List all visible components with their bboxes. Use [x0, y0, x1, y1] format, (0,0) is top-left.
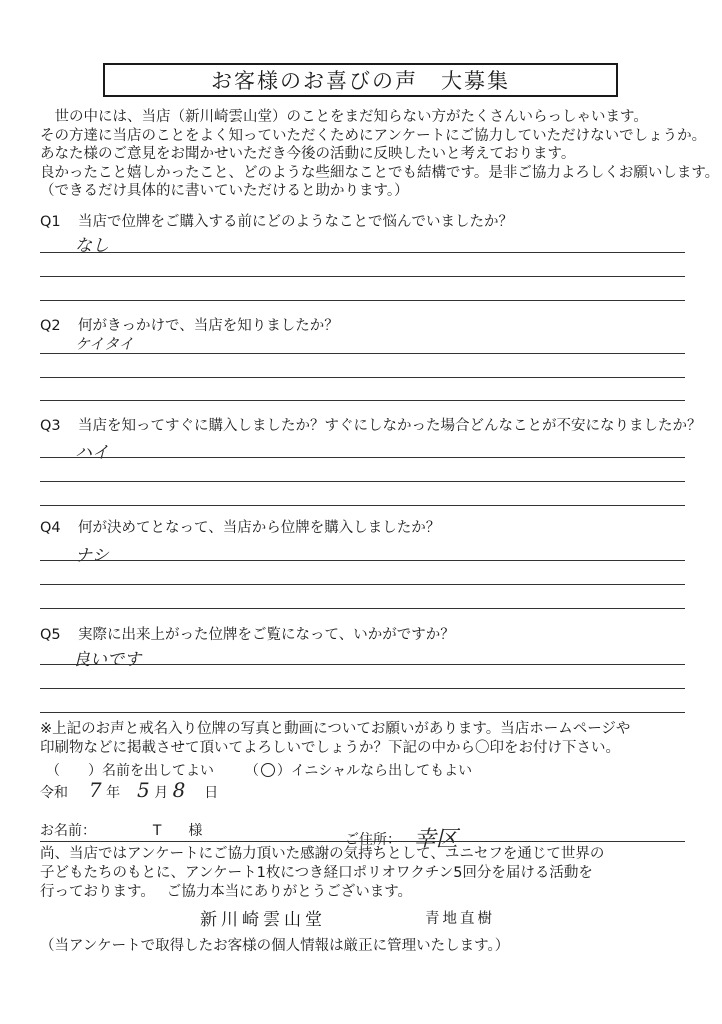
intro-line: 世の中には、当店（新川崎雲山堂）のことをまだ知らない方がたくさんいらっしゃいます。 — [40, 109, 648, 125]
name-value[interactable]: T — [152, 823, 162, 839]
shop-name: 新川崎雲山堂 — [200, 910, 326, 930]
intro-line: 良かったこと嬉しかったこと、どのような些細なことでも結構です。是非ご協力よろしくお願いします。 — [40, 164, 720, 181]
answer-3[interactable]: ハイ — [75, 443, 109, 463]
answer-line — [40, 300, 685, 301]
date-month-unit: 月 — [154, 785, 169, 801]
answer-line — [40, 608, 685, 609]
date-year[interactable]: 7 — [88, 778, 102, 802]
signature-line — [40, 841, 685, 842]
question-number: Q3 — [40, 418, 61, 434]
question-text: 実際に出来上がった位牌をご覧になって、いかがですか？ — [78, 627, 455, 643]
answer-line — [40, 400, 685, 401]
question-text: 当店を知ってすぐに購入しましたか？すぐにしなかった場合どんなことが不安になりましたか？ — [78, 418, 702, 434]
answer-line — [40, 688, 685, 689]
notice-line: ※上記のお声と戒名入り位牌の写真と動画についてお願いがあります。当店ホームページや — [40, 721, 631, 737]
question-number: Q1 — [40, 214, 61, 230]
answer-line — [40, 457, 685, 458]
answer-line — [40, 252, 685, 253]
closing-line: 尚、当店ではアンケートにご協力頂いた感謝の気持ちとして、ユニセフを通じて世界の — [40, 846, 605, 862]
answer-1[interactable]: なし — [75, 236, 109, 256]
question-1 — [40, 210, 513, 231]
answer-line — [40, 664, 685, 665]
closing-text — [40, 845, 715, 902]
owner-name: 青地直樹 — [425, 911, 495, 927]
circle-mark-icon[interactable] — [261, 763, 275, 777]
answer-line — [40, 276, 685, 277]
name-label: お名前： — [40, 823, 96, 839]
answer-line — [40, 377, 685, 378]
publication-notice — [40, 720, 715, 758]
form-title: お客様のお喜びの声 大募集 — [103, 63, 618, 97]
question-text: 当店で位牌をご購入する前にどのようなことで悩んでいましたか？ — [78, 214, 513, 230]
address-value[interactable]: 幸区 — [413, 827, 458, 852]
question-4 — [40, 516, 440, 537]
name-suffix: 様 — [188, 823, 203, 839]
answer-line — [40, 353, 685, 354]
question-number: Q4 — [40, 520, 61, 536]
closing-line: 子どもたちのもとに、アンケート1枚につき経口ポリオワクチン5回分を届ける活動を — [40, 865, 593, 881]
question-text: 何が決めてとなって、当店から位牌を購入しましたか？ — [78, 520, 441, 536]
date-year-unit: 年 — [106, 785, 121, 801]
question-text: 何がきっかけで、当店を知りましたか？ — [78, 318, 339, 334]
privacy-note: （当アンケートで取得したお客様の個人情報は厳正に管理いたします。） — [40, 938, 510, 954]
answer-4[interactable]: ナシ — [75, 546, 109, 566]
intro-line: その方達に当店のことをよく知っていただくためにアンケートにご協力していただけないでしょうか。 — [40, 127, 707, 144]
choice-initial-close: ）イニシャルなら出してもよい — [276, 763, 473, 779]
intro-line: （できるだけ具体的に書いていただけると助かります。） — [40, 183, 409, 199]
answer-line — [40, 712, 685, 713]
question-5 — [40, 623, 455, 644]
intro-line: あなた様のご意見をお聞かせいただき今後の活動に反映したいと考えております。 — [40, 146, 576, 162]
answer-line — [40, 560, 685, 561]
answer-2[interactable]: ケイタイ — [75, 335, 134, 353]
question-number: Q5 — [40, 627, 61, 643]
answer-5[interactable]: 良いです — [73, 650, 141, 670]
name-row — [40, 820, 202, 840]
address-label: ご住所： — [345, 832, 401, 848]
date-day-unit: 日 — [204, 785, 219, 801]
notice-line: 印刷物などに掲載させて頂いてよろしいでしょうか？下記の中から〇印をお付け下さい。 — [40, 740, 620, 756]
date-row — [40, 778, 218, 802]
date-era: 令和 — [40, 785, 68, 801]
answer-line — [40, 481, 685, 482]
consent-choices — [46, 760, 472, 780]
answer-line — [40, 584, 685, 585]
date-day[interactable]: 8 — [172, 778, 186, 802]
answer-line — [40, 505, 685, 506]
closing-line: 行っております。 ご協力本当にありがとうございます。 — [40, 884, 413, 900]
question-3 — [40, 414, 702, 435]
question-number: Q2 — [40, 318, 61, 334]
intro-text — [40, 108, 720, 201]
question-2 — [40, 314, 339, 335]
choice-name-ok[interactable]: （ ）名前を出してよい — [46, 763, 214, 779]
date-month[interactable]: 5 — [137, 778, 150, 802]
choice-initial-open: （ — [244, 763, 259, 779]
